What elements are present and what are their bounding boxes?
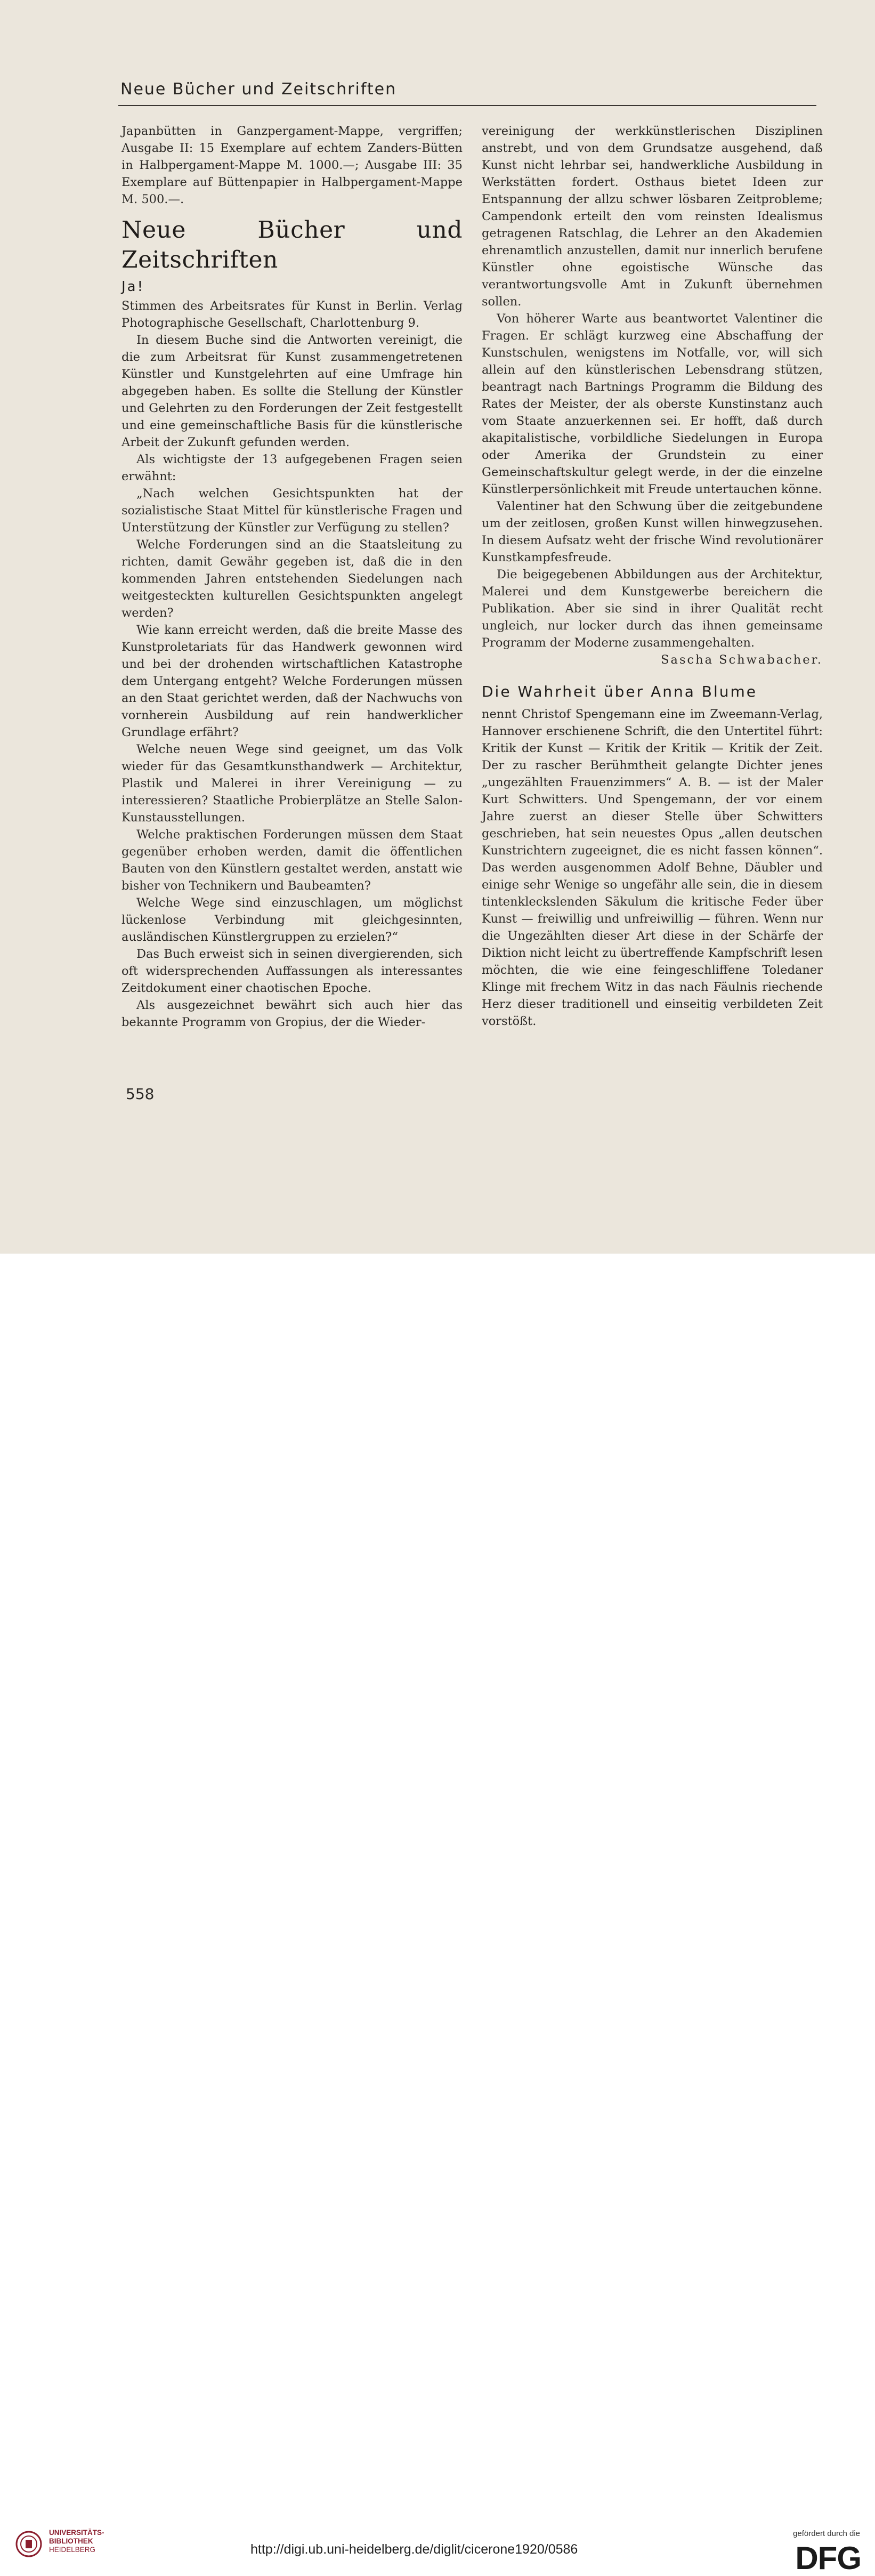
paragraph: Wie kann erreicht werden, daß die breite Masse des Kunstproletariats für das Handwerk gewonnen wird und bei der drohenden wirtschaftlichen Katastrophe dem Untergang entgeht? Welche Forderungen müssen an den Staat gerichtet werden, daß der Nachwuchs von vornherein Ausbildung auf rein handwerklicher Grundlage erfährt?	[121, 623, 463, 739]
section-2-title: Die Wahrheit über Anna Blume	[482, 683, 758, 700]
paragraph: „Nach welchen Gesichtspunkten hat der sozialistische Staat Mittel für künstlerische Fragen und Unterstützung der Künstler zur Verfügung zu stellen?	[121, 487, 463, 535]
review-title: Ja!	[121, 279, 145, 295]
paragraph: In diesem Buche sind die Antworten vereinigt, die die zum Arbeitsrat für Kunst zusammengetretenen Künstler und Kunstgelehrten auf eine Umfrage hin abgegeben haben. Es sollte die Stellung der Künstler und Gelehrten zu den Forderungen der Zeit festgestellt und eine gemeinschaftliche Basis für die künstlerische Arbeit der Zukunft gefunden werden.	[121, 333, 463, 449]
paragraph: Als wichtigste der 13 aufgegebenen Fragen seien erwähnt:	[121, 453, 463, 483]
paragraph: Als ausgezeichnet bewährt sich auch hier das bekannte Programm von Gropius, der die Wieder-	[121, 998, 463, 1029]
page-number: 558	[126, 1085, 155, 1103]
scanned-page	[0, 0, 875, 1254]
dfg-logo: DFG	[795, 2540, 861, 2576]
left-column	[121, 123, 463, 1031]
paragraph: Von höherer Warte aus beantwortet Valentiner die Fragen. Er schlägt kurzweg eine Abschaffung der Kunstschulen, wenigstens im Notfalle, vor, will sich allein auf den künstlerischen Lebensdrang stützen, beantragt nach Bartnings Programm die Bildung des Rates der Meister, der als oberste Kunstinstanz auch vom Staate anzuerkennen sei. Er hofft, daß durch akapitalistische, vorbildliche Siedelungen in Europa oder Amerika der Grundstein zu einer Gemeinschaftskultur gelegt werde, in der die einzelne Künstlerpersönlichkeit mit Freude untertauchen könne.	[482, 312, 823, 496]
paragraph: nennt Christof Spengemann eine im Zweemann-Verlag, Hannover erschienene Schrift, die den Untertitel führt: Kritik der Kunst — Kritik der Kritik — Kritik der Zeit. Der zu rascher Berühmtheit gelangte Dichter jenes „ungezählten Frauenzimmers“ A. B. — ist der Maler Kurt Schwitters. Und Spengemann, der vor einem Jahre zuerst an dieser Stelle über Schwitters geschrieben, hat sein neuestes Opus „allen deutschen Kunstrichtern zugeeignet, die es nicht fassen können“. Das werden ausgenommen Adolf Behne, Däubler und einige sehr Wenige so ungefähr alle sein, die in diesem tintenkleckslenden Säkulum die kritische Feder über Kunst — freiwillig und unfreiwillig — führen. Wenn nur die Ungezählten dieser Art diese in der Schärfe der Diktion nicht leicht zu übertreffende Kampfschrift lesen möchten, die wie eine feingeschliffene Toledaner Klinge mit frechem Witz in das nach Fäulnis riechende Herz dieser traditionell und einseitig verbildeten Zeit vorstößt.	[482, 707, 823, 1028]
paragraph: Die beigegebenen Abbildungen aus der Architektur, Malerei und dem Kunstgewerbe bereichern die Publikation. Aber sie sind in ihrer Qualität recht ungleich, nur locker durch das ihnen gemeinsame Programm der Moderne zusammengehalten.	[482, 568, 823, 650]
opening-paragraph: Japanbütten in Ganzpergament-Mappe, vergriffen; Ausgabe II: 15 Exemplare auf echtem Zanders-Bütten in Halbpergament-Mappe M. 1000.—; Ausgabe III: 35 Exemplare auf Büttenpapier in Halbpergament-Mappe M. 500.—.	[121, 124, 463, 206]
library-seal-icon	[15, 2530, 43, 2558]
paragraph: vereinigung der werkkünstlerischen Disziplinen anstrebt, und von dem Grundsatze ausgehend, daß Kunst nicht lehrbar sei, handwerkliche Ausbildung in Werkstätten fordert. Osthaus bietet Ideen zur Entspannung der allzu schwer lösbaren Zeitprobleme; Campendonk erteilt den vom reinsten Idealismus getragenen Ratschlag, die Lehrer an den Akademien ehrenamtlich anzustellen, damit nur innerlich berufene Künstler ohne egoistische Wünsche das verantwortungsvolle Amt in Zukunft übernehmen sollen.	[482, 124, 823, 309]
header-rule	[118, 105, 816, 106]
citation: Stimmen des Arbeitsrates für Kunst in Berlin. Verlag Photographische Gesellschaft, Charlottenburg 9.	[121, 299, 463, 330]
author-signature: Sascha Schwabacher.	[661, 653, 823, 667]
right-column	[482, 123, 823, 1030]
signature-line	[482, 651, 823, 668]
digitization-footer	[0, 1254, 875, 2576]
paragraph: Welche Forderungen sind an die Staatsleitung zu richten, damit Gewähr gegeben ist, daß die in den kommenden Jahren entstehenden Siedelungen nach weitgesteckten kulturellen Gesichtspunkten angelegt werden?	[121, 538, 463, 620]
source-url-link[interactable]: http://digi.ub.uni-heidelberg.de/diglit/cicerone1920/0586	[250, 2542, 578, 2557]
paragraph: Valentiner hat den Schwung über die zeitgebundene um der zeitlosen, großen Kunst willen hinwegzusehen. In diesem Aufsatz weht der frische Wind revolutionärer Kunstkampfesfreude.	[482, 499, 823, 564]
section-title: Neue Bücher und Zeitschriften	[121, 216, 463, 273]
paragraph: Welche praktischen Forderungen müssen dem Staat gegenüber erhoben werden, damit die öffentlichen Bauten von den Künstlern gestaltet werden, anstatt wie bisher von Technikern und Baubeamten?	[121, 828, 463, 893]
funder-label: gefördert durch die	[793, 2529, 860, 2538]
paragraph: Welche neuen Wege sind geeignet, um das Volk wieder für das Gesamtkunsthandwerk — Architektur, Plastik und Malerei in ihrer Vereinigung — zu interessieren? Staatliche Probierplätze an Stelle Salon-Kunstausstellungen.	[121, 742, 463, 825]
paragraph: Welche Wege sind einzuschlagen, um möglichst lückenlose Verbindung mit gleichgesinnten, ausländischen Künstlergruppen zu erzielen?“	[121, 896, 463, 944]
paragraph: Das Buch erweist sich in seinen divergierenden, sich oft widersprechenden Auffassungen als interessantes Zeitdokument einer chaotischen Epoche.	[121, 947, 463, 995]
running-head: Neue Bücher und Zeitschriften	[120, 80, 397, 99]
library-name: UNIVERSITÄTS- BIBLIOTHEK HEIDELBERG	[49, 2529, 104, 2554]
